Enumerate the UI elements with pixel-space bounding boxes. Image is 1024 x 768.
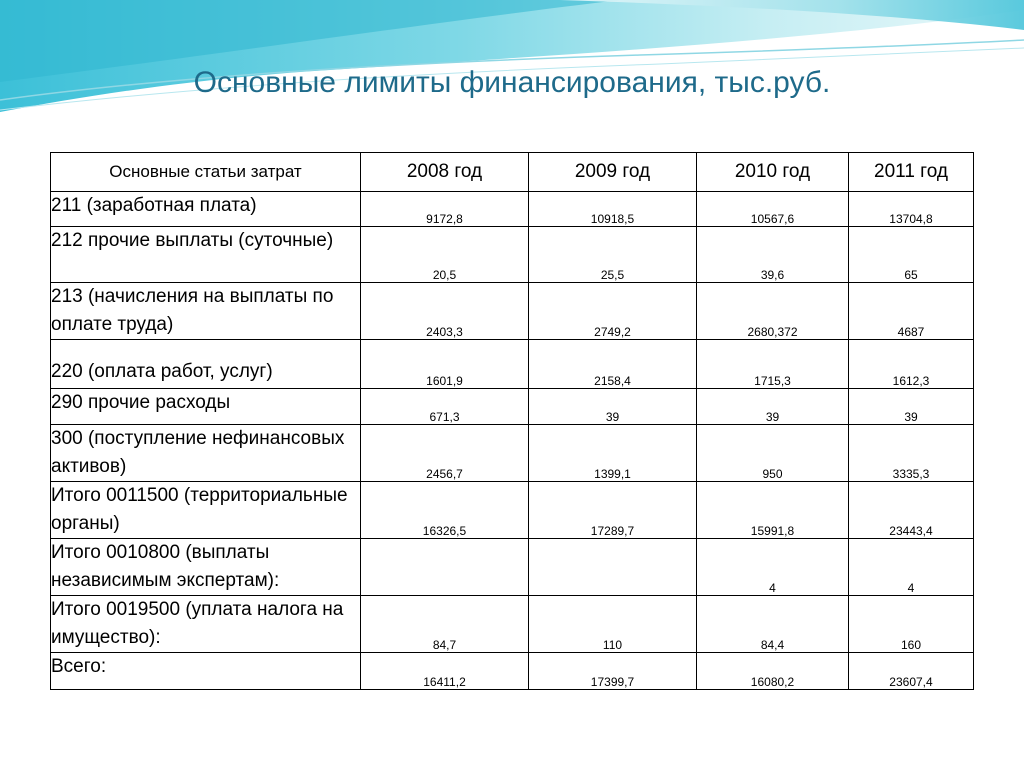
cell-value: 10567,6: [697, 192, 849, 227]
cell-value: 25,5: [529, 227, 697, 283]
cell-value: 39: [697, 389, 849, 425]
cell-value: 16326,5: [361, 482, 529, 539]
table-row: [51, 340, 974, 389]
cell-value: 4: [849, 539, 974, 596]
cell-value: 110: [529, 596, 697, 653]
cell-value: [361, 539, 529, 596]
cell-value: 23443,4: [849, 482, 974, 539]
row-label: Итого 0011500 (территориальные органы): [51, 482, 361, 539]
limits-table: [50, 152, 974, 690]
cell-value: 1612,3: [849, 340, 974, 389]
column-header-items: Основные статьи затрат: [51, 153, 361, 192]
cell-value: 39,6: [697, 227, 849, 283]
row-label: 220 (оплата работ, услуг): [51, 340, 361, 389]
cell-value: 20,5: [361, 227, 529, 283]
cell-value: 15991,8: [697, 482, 849, 539]
row-label: 300 (поступление нефинансовых активов): [51, 425, 361, 482]
cell-value: 2456,7: [361, 425, 529, 482]
cell-value: 13704,8: [849, 192, 974, 227]
row-label: Итого 0019500 (уплата налога на имущество):: [51, 596, 361, 653]
column-header-year: 2010 год: [697, 153, 849, 192]
cell-value: 2749,2: [529, 283, 697, 340]
table-row: [51, 227, 974, 283]
cell-value: 16411,2: [361, 653, 529, 690]
table-row: [51, 192, 974, 227]
cell-value: 1399,1: [529, 425, 697, 482]
row-label: 213 (начисления на выплаты по оплате труда): [51, 283, 361, 340]
row-label: 290 прочие расходы: [51, 389, 361, 425]
cell-value: 84,7: [361, 596, 529, 653]
cell-value: 17399,7: [529, 653, 697, 690]
cell-value: 160: [849, 596, 974, 653]
cell-value: 3335,3: [849, 425, 974, 482]
column-header-year: 2009 год: [529, 153, 697, 192]
table-row: [51, 482, 974, 539]
table-row: [51, 283, 974, 340]
table-row: [51, 389, 974, 425]
cell-value: 2403,3: [361, 283, 529, 340]
cell-value: 1601,9: [361, 340, 529, 389]
row-label: 212 прочие выплаты (суточные): [51, 227, 361, 283]
cell-value: 1715,3: [697, 340, 849, 389]
cell-value: 4687: [849, 283, 974, 340]
column-header-year: 2011 год: [849, 153, 974, 192]
cell-value: 39: [529, 389, 697, 425]
cell-value: 23607,4: [849, 653, 974, 690]
row-label: Всего:: [51, 653, 361, 690]
cell-value: 671,3: [361, 389, 529, 425]
cell-value: 4: [697, 539, 849, 596]
table-row: [51, 425, 974, 482]
cell-value: 950: [697, 425, 849, 482]
cell-value: 2158,4: [529, 340, 697, 389]
table-row: [51, 539, 974, 596]
cell-value: [529, 539, 697, 596]
cell-value: 84,4: [697, 596, 849, 653]
cell-value: 39: [849, 389, 974, 425]
cell-value: 2680,372: [697, 283, 849, 340]
page-title: Основные лимиты финансирования, тыс.руб.: [193, 66, 831, 99]
cell-value: 17289,7: [529, 482, 697, 539]
cell-value: 10918,5: [529, 192, 697, 227]
table-header-row: [51, 153, 974, 192]
table-row: [51, 653, 974, 690]
table-row: [51, 596, 974, 653]
row-label: Итого 0010800 (выплаты независимым экспертам):: [51, 539, 361, 596]
wave-decoration: [0, 0, 1024, 130]
row-label: 211 (заработная плата): [51, 192, 361, 227]
column-header-year: 2008 год: [361, 153, 529, 192]
cell-value: 9172,8: [361, 192, 529, 227]
cell-value: 16080,2: [697, 653, 849, 690]
cell-value: 65: [849, 227, 974, 283]
